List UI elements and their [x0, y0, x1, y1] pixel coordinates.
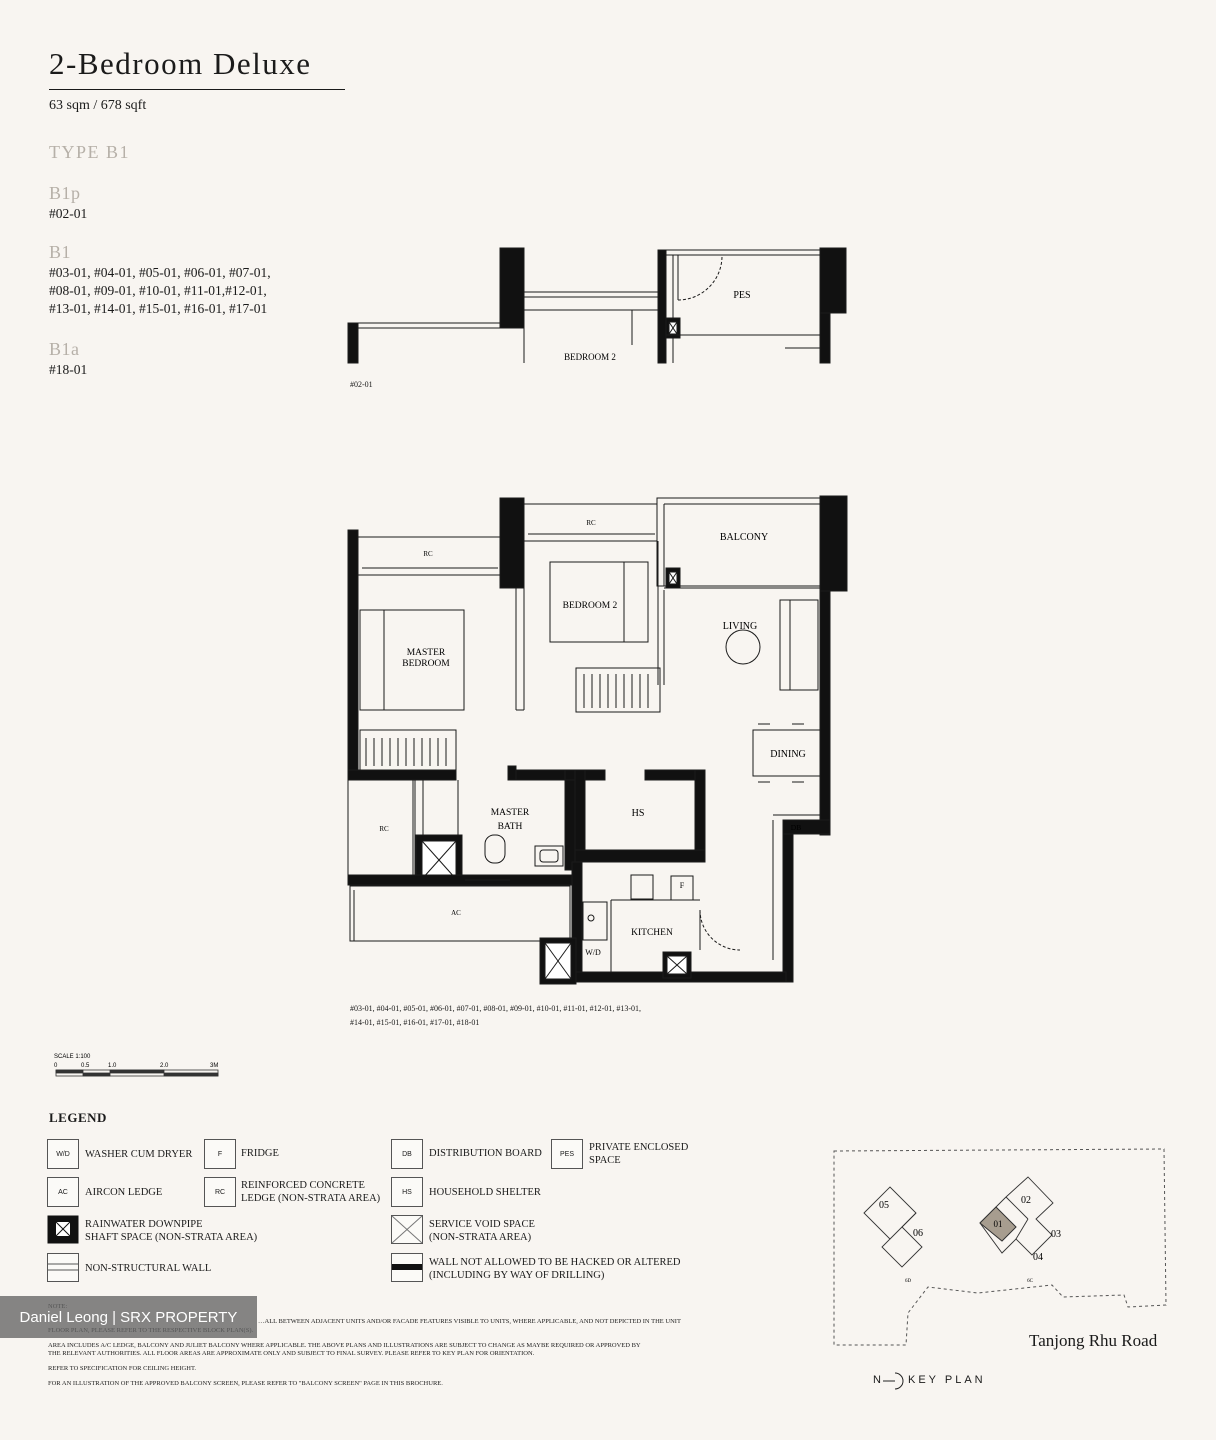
variant-units-line: #03-01, #04-01, #05-01, #06-01, #07-01,	[49, 265, 271, 280]
legend-text-ac: AIRCON LEDGE	[85, 1187, 163, 1198]
legend-text-f: FRIDGE	[241, 1148, 279, 1159]
note-line: …ALL BETWEEN ADJACENT UNITS AND/OR FACADE FEATURES VISIBLE TO UNITS, WHERE APPLICABLE, AND NOT DEPICTED IN THE UNIT	[258, 1318, 681, 1325]
legend-text-line: LEDGE (NON-STRATA AREA)	[241, 1193, 381, 1204]
legend-text-line: (INCLUDING BY WAY OF DRILLING)	[429, 1270, 605, 1281]
room-label-living: LIVING	[722, 621, 758, 632]
legend-text-line: SHAFT SPACE (NON-STRATA AREA)	[85, 1232, 258, 1243]
variant-units: #18-01	[49, 362, 88, 377]
variant-units-line: #13-01, #14-01, #15-01, #16-01, #17-01	[49, 301, 268, 316]
legend-code-pes: PES	[551, 1139, 583, 1169]
room-label-master-bath: MASTER	[490, 808, 530, 818]
room-label-dining: DINING	[770, 749, 806, 760]
service-void-icon	[391, 1215, 423, 1245]
main-plan-caption-line: #14-01, #15-01, #16-01, #17-01, #18-01	[350, 1018, 480, 1027]
room-label-master-bedroom: BEDROOM	[402, 659, 450, 669]
room-label-wd: W/D	[585, 948, 601, 957]
legend-text-line: WALL NOT ALLOWED TO BE HACKED OR ALTERED	[429, 1257, 681, 1268]
room-label-ac: AC	[451, 909, 461, 917]
room-label-pes: PES	[733, 290, 751, 301]
legend-text-db: DISTRIBUTION BOARD	[429, 1148, 542, 1159]
legend-code-ac: AC	[47, 1177, 79, 1207]
partial-floor-plan	[340, 240, 860, 400]
key-block-label: 6D	[904, 1279, 912, 1284]
main-floor-plan	[340, 490, 860, 990]
key-plan-label: KEY PLAN	[908, 1374, 986, 1386]
legend-text-pes	[589, 1141, 688, 1167]
partial-plan-caption: #02-01	[350, 380, 373, 389]
scale-tick: 2.0	[160, 1063, 169, 1069]
legend-code-rc: RC	[204, 1177, 236, 1207]
variant-name: B1p	[49, 183, 81, 203]
room-label-fridge: F	[679, 881, 685, 890]
variant-units	[49, 264, 271, 318]
main-plan-caption	[350, 1002, 641, 1030]
room-label-master-bedroom: MASTER	[406, 648, 446, 658]
legend-text-void	[429, 1218, 535, 1244]
title-rule	[49, 89, 345, 90]
key-unit-label: 02	[1021, 1195, 1031, 1206]
legend-text-wd: WASHER CUM DRYER	[85, 1149, 193, 1160]
watermark: Daniel Leong | SRX PROPERTY	[0, 1296, 257, 1338]
legend-code-hs: HS	[391, 1177, 423, 1207]
key-unit-label: 06	[913, 1228, 923, 1239]
legend-text-line: REINFORCED CONCRETE	[241, 1180, 365, 1191]
room-label-master-bath: BATH	[497, 822, 523, 832]
variant-name: B1a	[49, 339, 80, 359]
room-label-hs: HS	[631, 808, 645, 819]
scale-tick: 0	[54, 1063, 58, 1069]
page-title: 2-Bedroom Deluxe	[49, 46, 312, 81]
legend-text-hs: HOUSEHOLD SHELTER	[429, 1187, 541, 1198]
room-label-kitchen: KITCHEN	[631, 928, 673, 938]
room-label-bedroom2: BEDROOM 2	[564, 352, 616, 362]
legend-code-wd: W/D	[47, 1139, 79, 1169]
legend-text-line: SPACE	[589, 1155, 621, 1166]
room-label-db: DB	[790, 823, 802, 832]
road-label: Tanjong Rhu Road	[1029, 1331, 1158, 1350]
legend-title: LEGEND	[49, 1110, 107, 1125]
note-line: AREA INCLUDES A/C LEDGE, BALCONY AND JULIET BALCONY WHERE APPLICABLE. THE ABOVE PLANS AND ILLUSTRATIONS ARE SUBJECT TO CHANGE AS MAYBE REQUIRED OR APPROVED BY	[48, 1342, 641, 1349]
structural-wall-icon	[391, 1253, 423, 1283]
non-structural-wall-icon	[47, 1253, 79, 1283]
rainwater-shaft-icon	[47, 1215, 79, 1245]
legend-text-nonstructural: NON-STRUCTURAL WALL	[85, 1263, 212, 1274]
main-plan-caption-line: #03-01, #04-01, #05-01, #06-01, #07-01, #08-01, #09-01, #10-01, #11-01, #12-01, #13-01,	[350, 1004, 642, 1013]
scale-label: SCALE 1:100	[54, 1054, 91, 1060]
legend-code-f: F	[204, 1139, 236, 1169]
note-line: THE RELEVANT AUTHORITIES. ALL FLOOR AREAS ARE APPROXIMATE ONLY AND SUBJECT TO FINAL SURVEY. PLEASE REFER TO KEY PLAN FOR ORIENTATION.	[48, 1350, 535, 1357]
room-label-rc: RC	[379, 825, 389, 833]
key-unit-label: 04	[1033, 1252, 1043, 1263]
legend-text-line: SERVICE VOID SPACE	[429, 1219, 535, 1230]
note-line: FOR AN ILLUSTRATION OF THE APPROVED BALCONY SCREEN, PLEASE REFER TO "BALCONY SCREEN" PAGE IN THIS BROCHURE.	[48, 1380, 443, 1387]
legend-text-line: PRIVATE ENCLOSED	[589, 1142, 689, 1153]
unit-area: 63 sqm / 678 sqft	[49, 98, 147, 113]
room-label-rc: RC	[586, 519, 596, 527]
unit-type: TYPE B1	[49, 142, 131, 162]
legend-text-line: RAINWATER DOWNPIPE	[85, 1219, 203, 1230]
legend-text-wall	[429, 1256, 681, 1282]
north-indicator: N	[873, 1374, 881, 1386]
note-line: REFER TO SPECIFICATION FOR CEILING HEIGHT.	[48, 1365, 197, 1372]
room-label-balcony: BALCONY	[719, 532, 769, 543]
scale-tick: 1.0	[108, 1063, 117, 1069]
scale-bar	[50, 1050, 230, 1086]
key-plan	[828, 1145, 1173, 1350]
legend-code-db: DB	[391, 1139, 423, 1169]
variant-units: #02-01	[49, 206, 88, 221]
room-label-rc: RC	[423, 550, 433, 558]
room-label-bedroom2: BEDROOM 2	[562, 601, 618, 611]
legend-text-rc	[241, 1179, 380, 1205]
scale-tick: 0.5	[81, 1063, 90, 1069]
key-unit-label: 01	[993, 1219, 1003, 1229]
variant-name: B1	[49, 242, 72, 262]
key-unit-label: 05	[879, 1200, 889, 1211]
variant-units-line: #08-01, #09-01, #10-01, #11-01,#12-01,	[49, 283, 267, 298]
legend-text-line: (NON-STRATA AREA)	[429, 1232, 532, 1243]
key-unit-label: 03	[1051, 1229, 1061, 1240]
key-block-label: 6C	[1027, 1279, 1033, 1284]
legend-text-rainwater	[85, 1218, 257, 1244]
scale-tick: 3M	[210, 1063, 219, 1069]
